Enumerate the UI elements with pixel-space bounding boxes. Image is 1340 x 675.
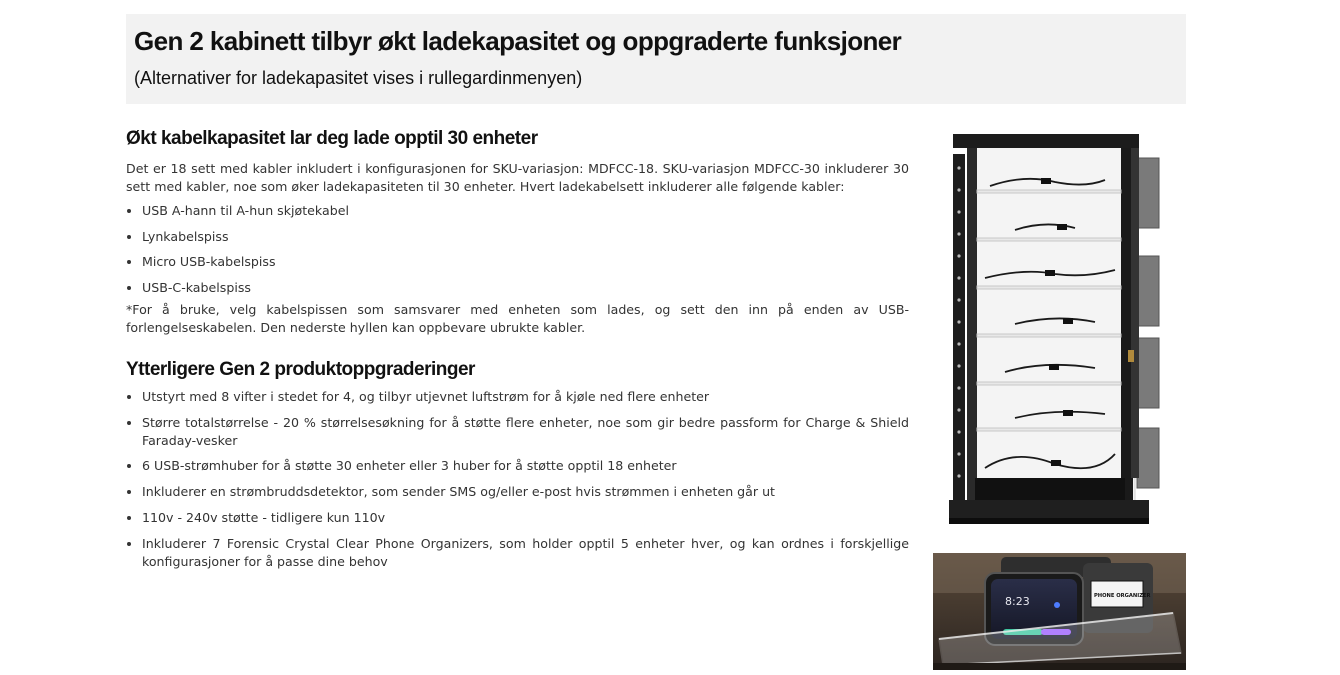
list-item: • Utstyrt med 8 vifter i stedet for 4, og tilbyr utjevnet luftstrøm for å kjøle ned flere enheter xyxy=(142,388,909,406)
list-item: • Micro USB-kabelspiss xyxy=(142,253,909,271)
charging-cabinet-illustration xyxy=(945,128,1165,528)
cable-kit-list xyxy=(126,202,909,297)
page-banner xyxy=(126,14,1186,104)
upgrades-list xyxy=(126,388,909,570)
phone-organizer-illustration xyxy=(933,553,1186,670)
upgrades-heading: Ytterligere Gen 2 produktoppgraderinger xyxy=(126,359,475,381)
phone-clock: 8:23 xyxy=(1005,595,1030,608)
charging-cabinet-photo xyxy=(945,128,1165,528)
list-item: • Inkluderer en strømbruddsdetektor, som sender SMS og/eller e-post hvis strømmen i enheten går ut xyxy=(142,483,909,501)
list-item: • Inkluderer 7 Forensic Crystal Clear Phone Organizers, som holder opptil 5 enheter hver, og kan ordnes i forskjellige konfigurasjoner for å passe dine behov xyxy=(142,535,909,571)
cable-capacity-intro: Det er 18 sett med kabler inkludert i konfigurasjonen for SKU-variasjon: MDFCC-18. SKU-variasjon MDFCC-30 inkluderer 30 sett med kabler, noe som øker ladekapasiteten til 30 enheter. Hvert ladekabelsett inkluderer alle følgende kabler: xyxy=(126,161,909,194)
usage-note: *For å bruke, velg kabelspissen som samsvarer med enheten som lades, og sett den inn på enden av USB-forlengelseskabelen. Den nederste hyllen kan oppbevare ubrukte kabler. xyxy=(126,302,909,336)
list-item: • USB-C-kabelspiss xyxy=(142,279,909,297)
list-item: • 110v - 240v støtte - tidligere kun 110v xyxy=(142,509,909,527)
cable-capacity-heading: Økt kabelkapasitet lar deg lade opptil 30 enheter xyxy=(126,128,538,149)
list-item: • 6 USB-strømhuber for å støtte 30 enheter eller 3 huber for å støtte opptil 18 enheter xyxy=(142,457,909,475)
list-item: • Lynkabelspiss xyxy=(142,228,909,246)
page-subtitle: (Alternativer for ladekapasitet vises i rullegardinmenyen) xyxy=(134,68,583,88)
organizer-label: PHONE ORGANIZER xyxy=(1094,593,1151,599)
phone-organizer-photo xyxy=(933,553,1186,670)
list-item: • Større totalstørrelse - 20 % størrelsesøkning for å støtte flere enheter, noe som gir bedre passform for Charge & Shield Faraday-vesker xyxy=(142,414,909,450)
page-title: Gen 2 kabinett tilbyr økt ladekapasitet og oppgraderte funksjoner xyxy=(134,26,902,56)
main-content xyxy=(126,126,909,578)
list-item: • USB A-hann til A-hun skjøtekabel xyxy=(142,202,909,220)
